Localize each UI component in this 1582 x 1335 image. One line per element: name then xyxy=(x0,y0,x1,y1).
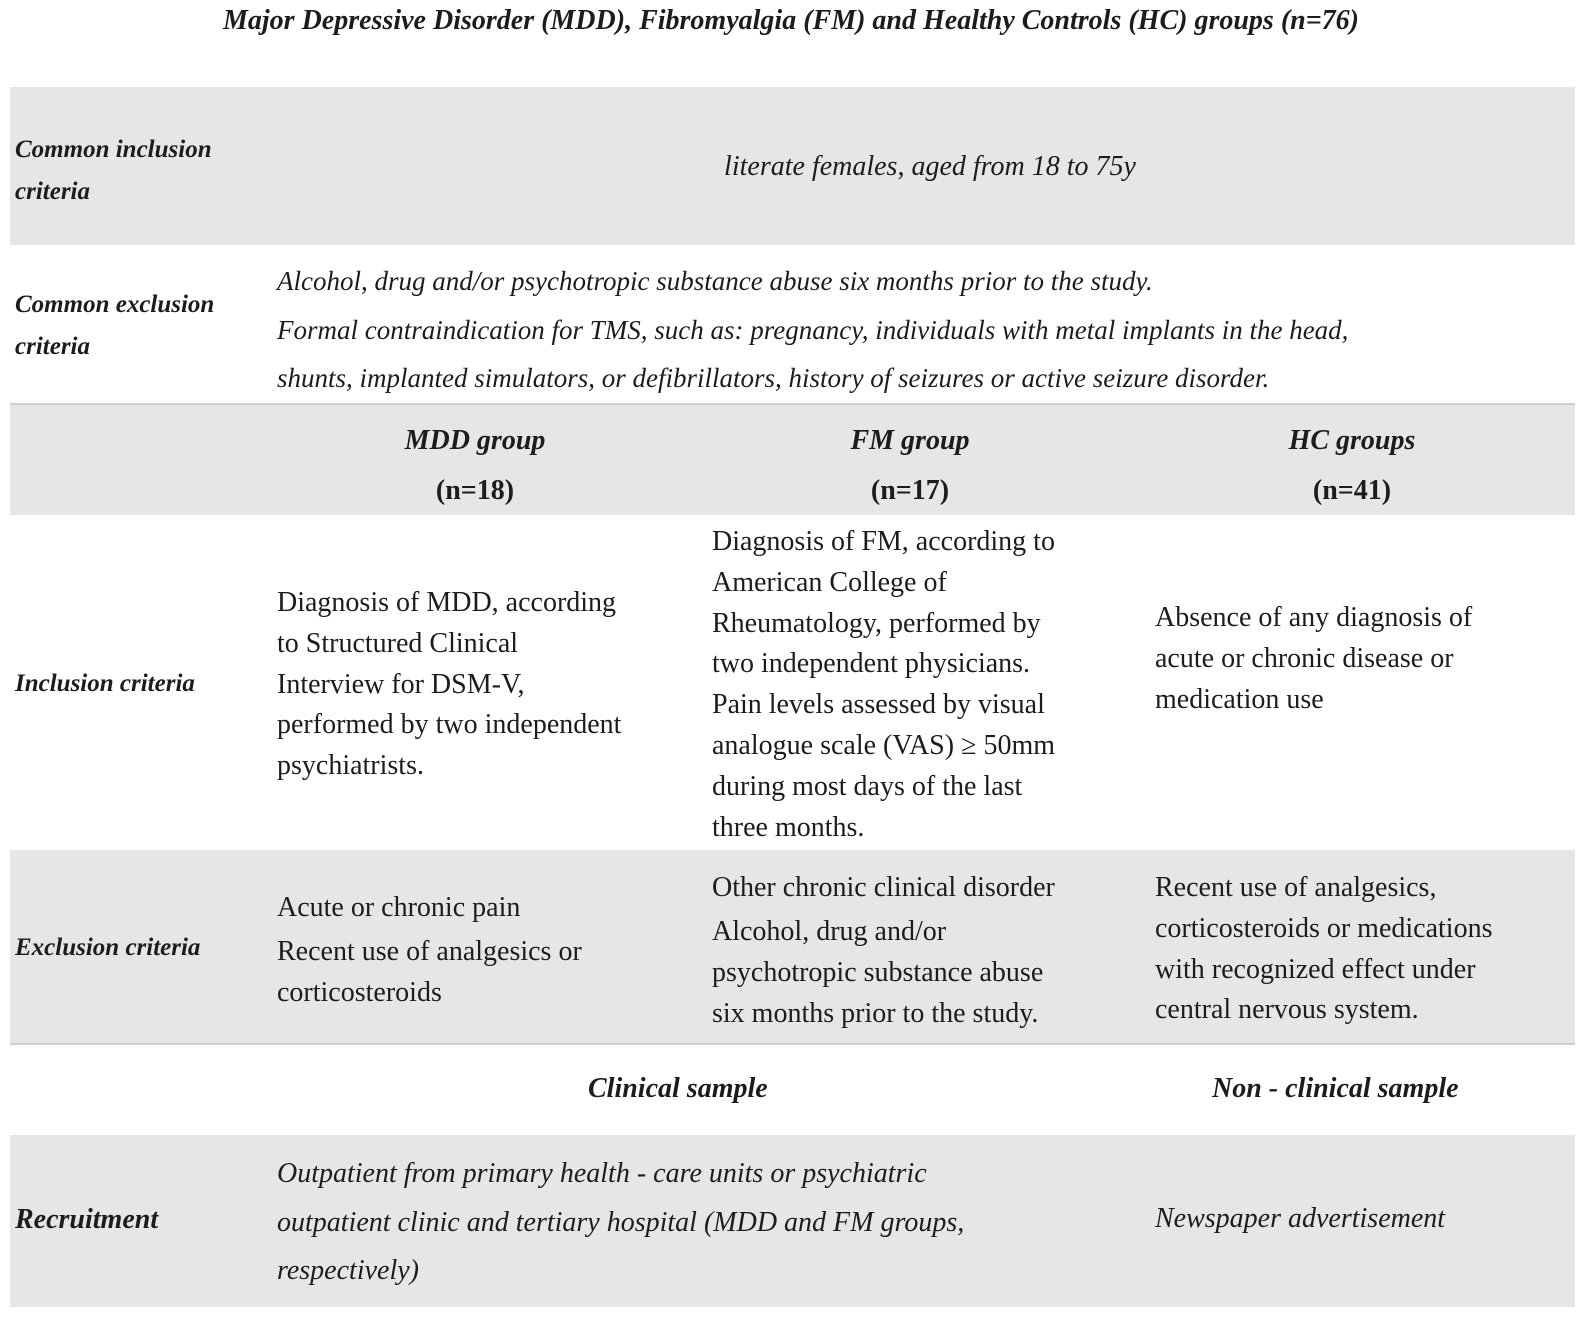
non-clinical-sample-label: Non - clinical sample xyxy=(1212,1073,1459,1104)
group-header-fm: FM group (n=17) xyxy=(850,425,970,506)
recruitment-non-clinical: Newspaper advertisement xyxy=(1155,1203,1446,1234)
common-inclusion-label: Common inclusion criteria xyxy=(15,136,212,205)
common-inclusion-text: literate females, aged from 18 to 75y xyxy=(724,151,1136,182)
exclusion-row xyxy=(10,850,1575,1045)
inclusion-label: Inclusion criteria xyxy=(15,670,195,697)
exclusion-mdd: Acute or chronic pain Recent use of analgesics or corticosteroids xyxy=(277,892,582,1008)
clinical-sample-label: Clinical sample xyxy=(588,1073,768,1104)
exclusion-hc: Recent use of analgesics, corticosteroids or medications with recognized effect under central nervous system. xyxy=(1155,872,1493,1026)
recruitment-row xyxy=(10,1135,1575,1307)
inclusion-fm: Diagnosis of FM, according to American College of Rheumatology, performed by two independent physicians. Pain levels assessed by visual analogue scale (VAS) ≥ 50mm during most days of the last three months. xyxy=(712,526,1055,843)
common-exclusion-label: Common exclusion criteria xyxy=(15,291,215,360)
group-header-hc: HC groups (n=41) xyxy=(1288,425,1416,506)
group-header-row xyxy=(10,405,1575,515)
recruitment-label: Recruitment xyxy=(15,1204,159,1235)
inclusion-mdd: Diagnosis of MDD, according to Structured Clinical Interview for DSM-V, performed by two independent psychiatrists. xyxy=(277,587,622,782)
common-exclusion-text: Alcohol, drug and/or psychotropic substance abuse six months prior to the study. Formal contraindication for TMS, such as: pregnancy, individuals with metal implants in the head, shunts, implanted simulators, or defibrillators, history of seizures or active seizure disorder. xyxy=(277,266,1349,393)
common-inclusion-row xyxy=(10,87,1575,245)
common-exclusion-row xyxy=(10,245,1575,405)
inclusion-row xyxy=(10,515,1575,850)
exclusion-fm: Other chronic clinical disorder Alcohol, drug and/or psychotropic substance abuse six months prior to the study. xyxy=(712,872,1055,1029)
recruitment-clinical: Outpatient from primary health - care units or psychiatric outpatient clinic and tertiary hospital (MDD and FM groups, respectively) xyxy=(277,1158,965,1286)
group-header-mdd: MDD group (n=18) xyxy=(404,425,546,506)
sample-row xyxy=(10,1045,1575,1135)
inclusion-hc: Absence of any diagnosis of acute or chronic disease or medication use xyxy=(1155,602,1473,715)
exclusion-label: Exclusion criteria xyxy=(15,934,201,961)
table-title: Major Depressive Disorder (MDD), Fibromyalgia (FM) and Healthy Controls (HC) groups (n=76) xyxy=(223,5,1359,36)
